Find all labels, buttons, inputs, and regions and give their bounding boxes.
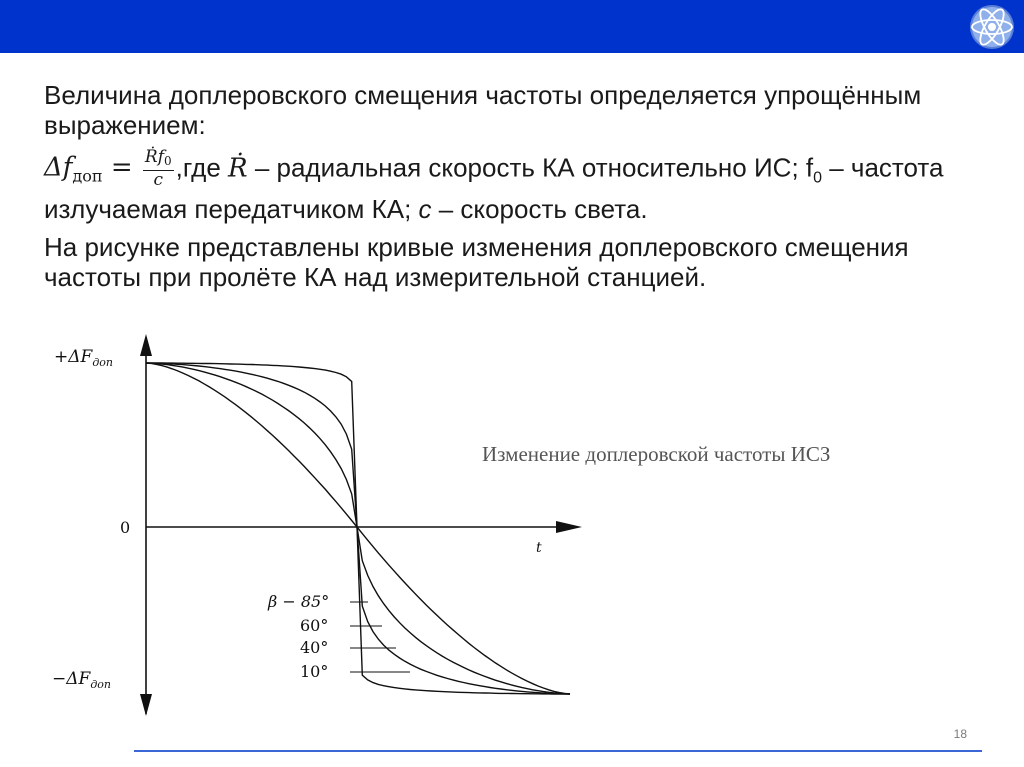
paragraph-figure-note: На рисунке представлены кривые изменения доплеровского смещения частоты при пролёте КА над измерительной станцией. [44,231,909,292]
curve-label-3: 40° [300,638,329,657]
curve-label-4: 10° [300,662,329,681]
formula-fraction: $\frac{Ṙf_0}{c}$ [144,147,172,190]
x-axis-label: t [536,540,542,556]
paragraph-formula: $\Delta f_{доп}$ = $\frac{Ṙf_0}{c}$ ,где Ṙ – радиальная скорость КА относительно ИС; $f_0$ – частота излучаемая передатчиком КА; c – скорость света. [44,147,944,224]
doppler-curve-4 [146,363,570,694]
y-tick-bottom: $-\Delta F_{доп}$ [52,669,112,691]
curve-label-2: 60° [300,616,329,635]
y-tick-zero: 0 [120,518,131,537]
curves-group [146,363,570,694]
curve-labels-group [267,592,410,681]
slide-number: 18 [953,727,967,741]
paragraph-intro: Величина доплеровского смещения частоты определяется упрощённым выражением: [44,80,922,140]
doppler-formula: $\Delta f_{доп}$ = $\frac{Ṙf_0}{c}$ [44,147,172,190]
chart-caption: Изменение доплеровской частоты ИСЗ [482,442,831,466]
y-axis-arrow-bottom [140,694,152,716]
x-axis-arrow [556,521,582,533]
curve-label-1: β − 85° [268,592,330,611]
footer-line [134,750,982,752]
y-axis-arrow-top [140,334,152,356]
y-tick-top: $+\Delta F_{доп}$ [54,347,114,369]
